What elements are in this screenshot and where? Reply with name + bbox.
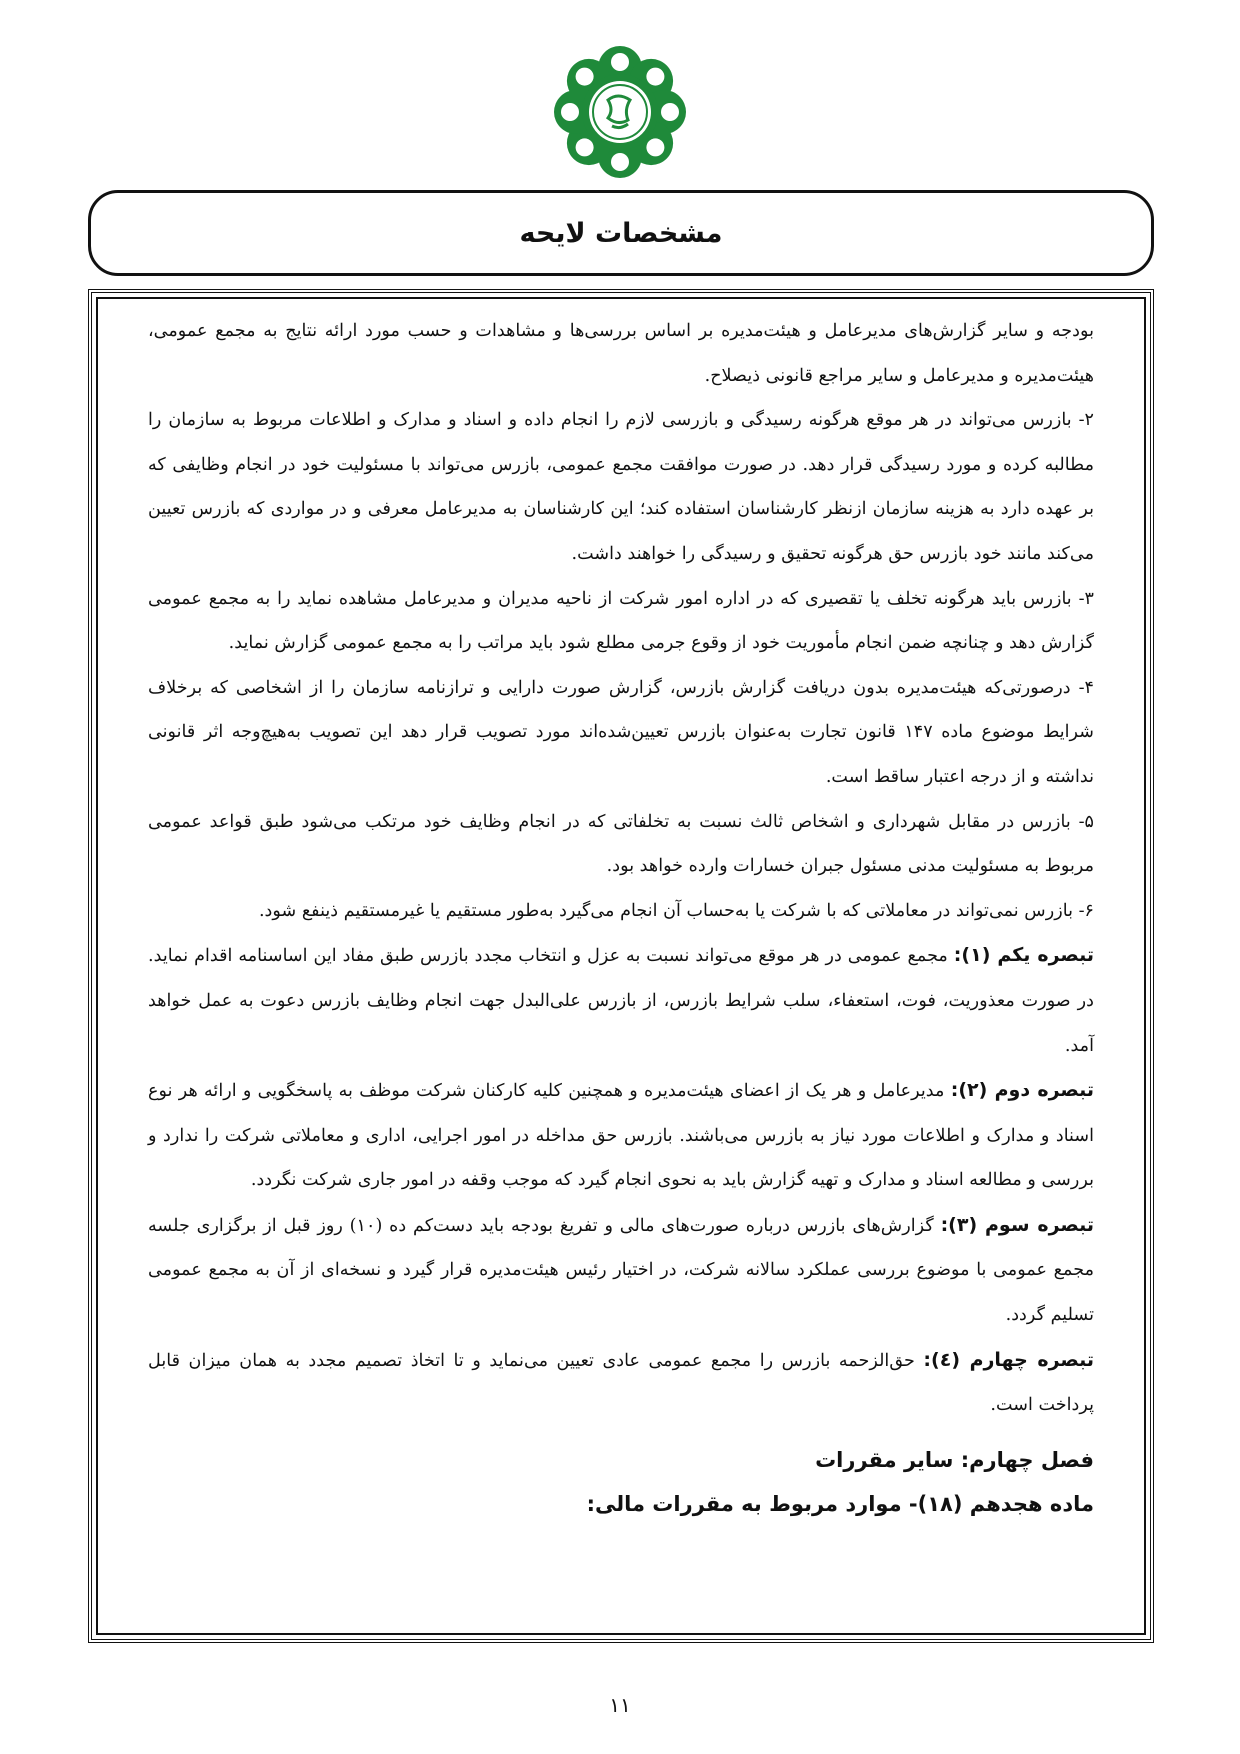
paragraph-3: ۳- بازرس باید هرگونه تخلف یا تقصیری که در اداره امور شرکت از ناحیه مدیران و مدیرعامل مشاهده نماید را به مجمع عمومی گزارش دهد و چنانچه ضمن انجام مأموریت خود از وقوع جرمی مطلع شود باید مراتب را به مجمع عمومی گزارش نماید. <box>148 588 1094 654</box>
emblem-petal-hole <box>561 103 579 121</box>
note-2 <box>148 1068 1094 1203</box>
note-3 <box>148 1203 1094 1338</box>
tehran-municipality-emblem-icon <box>550 40 690 185</box>
note-3-text: گزارش‌های بازرس درباره صورت‌های مالی و تفریغ بودجه باید دست‌کم ده (۱۰) روز قبل از برگزاری جلسه مجمع عمومی با موضوع بررسی عملکرد سالانه شرکت، در اختیار رئیس هیئت‌مدیره قرار گیرد و نسخه‌ای از آن به مجمع عمومی تسلیم گردد. <box>148 1215 1094 1326</box>
paragraph-2: ۲- بازرس می‌تواند در هر موقع هرگونه رسیدگی و بازرسی لازم را انجام داده و اسناد و مدارک و اطلاعات مربوط به سازمان را مطالبه کرده و مورد رسیدگی قرار دهد. در صورت موافقت مجمع عمومی، بازرس می‌تواند با مسئولیت خود در انجام وظایفی که بر عهده دارد به هزینه سازمان ازنظر کارشناسان استفاده کند؛ این کارشناسان به مدیرعامل معرفی و در مواردی که بازرس تعیین می‌کند مانند خود بازرس حق هرگونه تحقیق و رسیدگی را خواهند داشت. <box>148 410 1094 564</box>
emblem-petal-hole <box>661 103 679 121</box>
content-frame <box>88 289 1154 1643</box>
paragraph-1: بودجه و سایر گزارش‌های مدیرعامل و هیئت‌مدیره بر اساس بررسی‌ها و مشاهدات و حسب مورد ارائه نتایج به مجمع عمومی، هیئت‌مدیره و مدیرعامل و سایر مراجع قانونی ذیصلاح. <box>148 321 1094 386</box>
note-1-text: مجمع عمومی در هر موقع می‌تواند نسبت به عزل و انتخاب مجدد بازرس طبق مفاد این اساسنامه اقدام نماید. در صورت معذوریت، فوت، استعفاء، سلب شرایط بازرس، از بازرس علی‌البدل جهت انجام وظایف بازرس دعوت به عمل خواهد آمد. <box>148 946 1094 1056</box>
title-box <box>88 190 1154 276</box>
content-body <box>96 297 1146 1635</box>
chapter-heading: فصل چهارم: سایر مقررات <box>815 1447 1094 1472</box>
article-heading: ماده هجدهم (۱۸)- موارد مربوط به مقررات مالی: <box>586 1491 1094 1516</box>
emblem-petal-hole <box>611 53 629 71</box>
note-1-label: تبصره یکم (۱): <box>953 944 1095 967</box>
note-1 <box>148 933 1094 1068</box>
paragraph-4: ۴- درصورتی‌که هیئت‌مدیره بدون دریافت گزارش بازرس، گزارش صورت دارایی و ترازنامه سازمان را از اشخاصی که برخلاف شرایط موضوع ماده ۱۴۷ قانون تجارت به‌عنوان بازرس تعیین‌شده‌اند مورد تصویب قرار دهد این تصویب به‌هیچ‌وجه اثر قانونی نداشته و از درجه اعتبار ساقط است. <box>148 677 1094 787</box>
emblem-petal-hole <box>646 138 664 156</box>
emblem-petal-hole <box>576 68 594 86</box>
emblem-petal-hole <box>576 138 594 156</box>
paragraph-5: ۵- بازرس در مقابل شهرداری و اشخاص ثالث نسبت به تخلفاتی که در انجام وظایف خود مرتکب می‌شود طبق قواعد عمومی مربوط به مسئولیت مدنی مسئول جبران خسارات وارده خواهد بود. <box>148 811 1094 877</box>
note-4 <box>148 1338 1094 1428</box>
note-3-label: تبصره سوم (۳): <box>940 1213 1094 1236</box>
note-2-label: تبصره دوم (۲): <box>950 1079 1095 1102</box>
page-title: مشخصات لایحه <box>519 217 723 249</box>
note-4-label: تبصره چهارم (٤): <box>923 1348 1095 1371</box>
page-number: ۱۱ <box>609 1693 631 1717</box>
emblem-petal-hole <box>611 153 629 171</box>
emblem-petal-hole <box>646 68 664 86</box>
paragraph-6: ۶- بازرس نمی‌تواند در معاملاتی که با شرکت یا به‌حساب آن انجام می‌گیرد به‌طور مستقیم یا غیرمستقیم ذینفع شود. <box>258 900 1094 921</box>
note-2-text: مدیرعامل و هر یک از اعضای هیئت‌مدیره و همچنین کلیه کارکنان شرکت موظف به پاسخگویی و ارائه هر نوع اسناد و مدارک و اطلاعات مورد نیاز به بازرس می‌باشند. بازرس حق مداخله در امور اجرایی، اداری و معاملاتی شرکت را ندارد و بررسی و مطالعه اسناد و مدارک و تهیه گزارش باید به نحوی انجام گیرد که موجب وقفه در امور جاری شرکت نگردد. <box>148 1081 1094 1191</box>
note-4-text: حق‌الزحمه بازرس را مجمع عمومی عادی تعیین می‌نماید و تا اتخاذ تصمیم مجدد به همان میزان قابل پرداخت است. <box>148 1350 1094 1416</box>
